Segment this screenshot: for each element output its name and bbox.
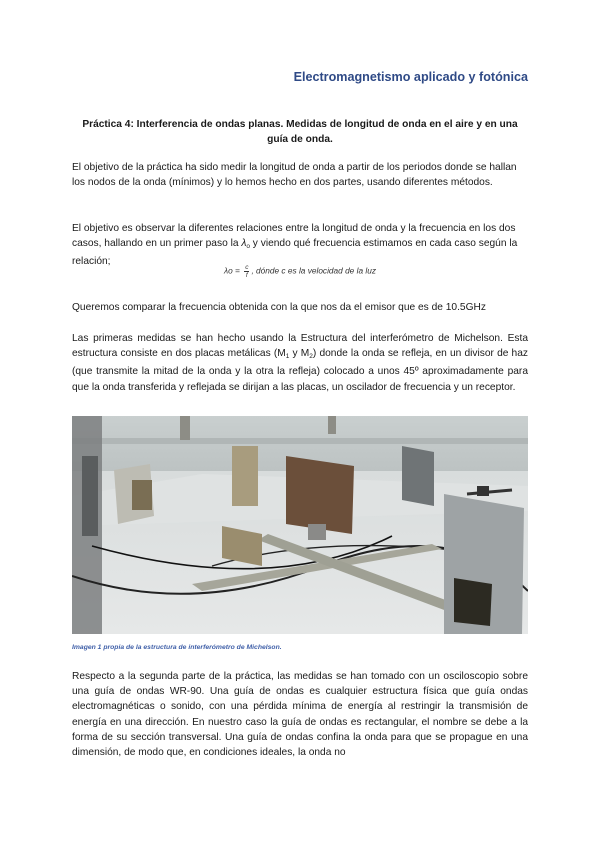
formula-fraction bbox=[244, 264, 249, 279]
course-header: Electromagnetismo aplicado y fotónica bbox=[293, 70, 528, 84]
document-title: Práctica 4: Interferencia de ondas planas. Medidas de longitud de onda en el aire y en una guía de onda. bbox=[82, 119, 518, 145]
paragraph-compare: Queremos comparar la frecuencia obtenida con la que nos da el emisor que es de 10.5GHz bbox=[72, 302, 486, 313]
wavelength-formula bbox=[72, 264, 528, 279]
figure-caption: Imagen 1 propia de la estructura de interferómetro de Michelson. bbox=[72, 644, 282, 651]
michelson-photo bbox=[72, 416, 528, 634]
formula-lhs: λo = bbox=[224, 265, 240, 276]
paragraph-relations bbox=[72, 221, 528, 270]
formula-rhs: , dónde c es la velocidad de la luz bbox=[251, 265, 376, 276]
paragraph-michelson-text-b: ) donde la onda se refleja, en un divisor de haz (que transmite la mitad de la onda y la otra la refleja) colocado a unos 45º aproximadamente para que la onda transferida y reflejada se dirijan a las placas, un oscilador de frecuencia y un receptor. bbox=[72, 348, 528, 393]
paragraph-michelson-text-mid: y M bbox=[289, 348, 310, 360]
paragraph-michelson bbox=[72, 331, 528, 395]
formula-numerator: c bbox=[245, 264, 249, 271]
paragraph-relations-text-b: y viendo qué frecuencia estimamos en cada caso según la relación; bbox=[72, 238, 518, 268]
paragraph-relations-text-a: El objetivo es observar la diferentes relaciones entre la longitud de onda y la frecuencia en los dos casos, hallando en un primer paso la bbox=[72, 223, 516, 250]
michelson-photo-drawing bbox=[72, 416, 528, 634]
paragraph-michelson-text-a: Las primeras medidas se han hecho usando la Estructura del interferómetro de Michelson. Esta estructura consiste en dos placas metálicas (M bbox=[72, 333, 528, 360]
formula-denominator: f bbox=[245, 272, 248, 279]
paragraph-waveguide: Respecto a la segunda parte de la práctica, las medidas se han tomado con un osciloscopio sobre una guía de ondas WR-90. Una guía de ondas es cualquier estructura física que guía ondas electromagnéticas o sonido, con una pérdida mínima de energía al restringir la transmisión de energía en una dirección. En nuestro caso la guía de ondas es rectangular, el nombre se debe a la forma de su sección transversal. Una guía de ondas confina la onda para que se propague en una dimensión, de modo que, en condiciones ideales, la onda no bbox=[72, 671, 528, 759]
m2-subscript: 2 bbox=[309, 353, 313, 361]
paragraph-objective: El objetivo de la práctica ha sido medir la longitud de onda a partir de los periodos donde se hallan los nodos de la onda (mínimos) y lo hemos hecho en dos partes, usando diferentes métodos. bbox=[72, 162, 517, 189]
lambda-symbol: λ bbox=[241, 238, 247, 250]
m1-subscript: 1 bbox=[285, 353, 290, 361]
lambda-subscript: o bbox=[246, 243, 250, 251]
